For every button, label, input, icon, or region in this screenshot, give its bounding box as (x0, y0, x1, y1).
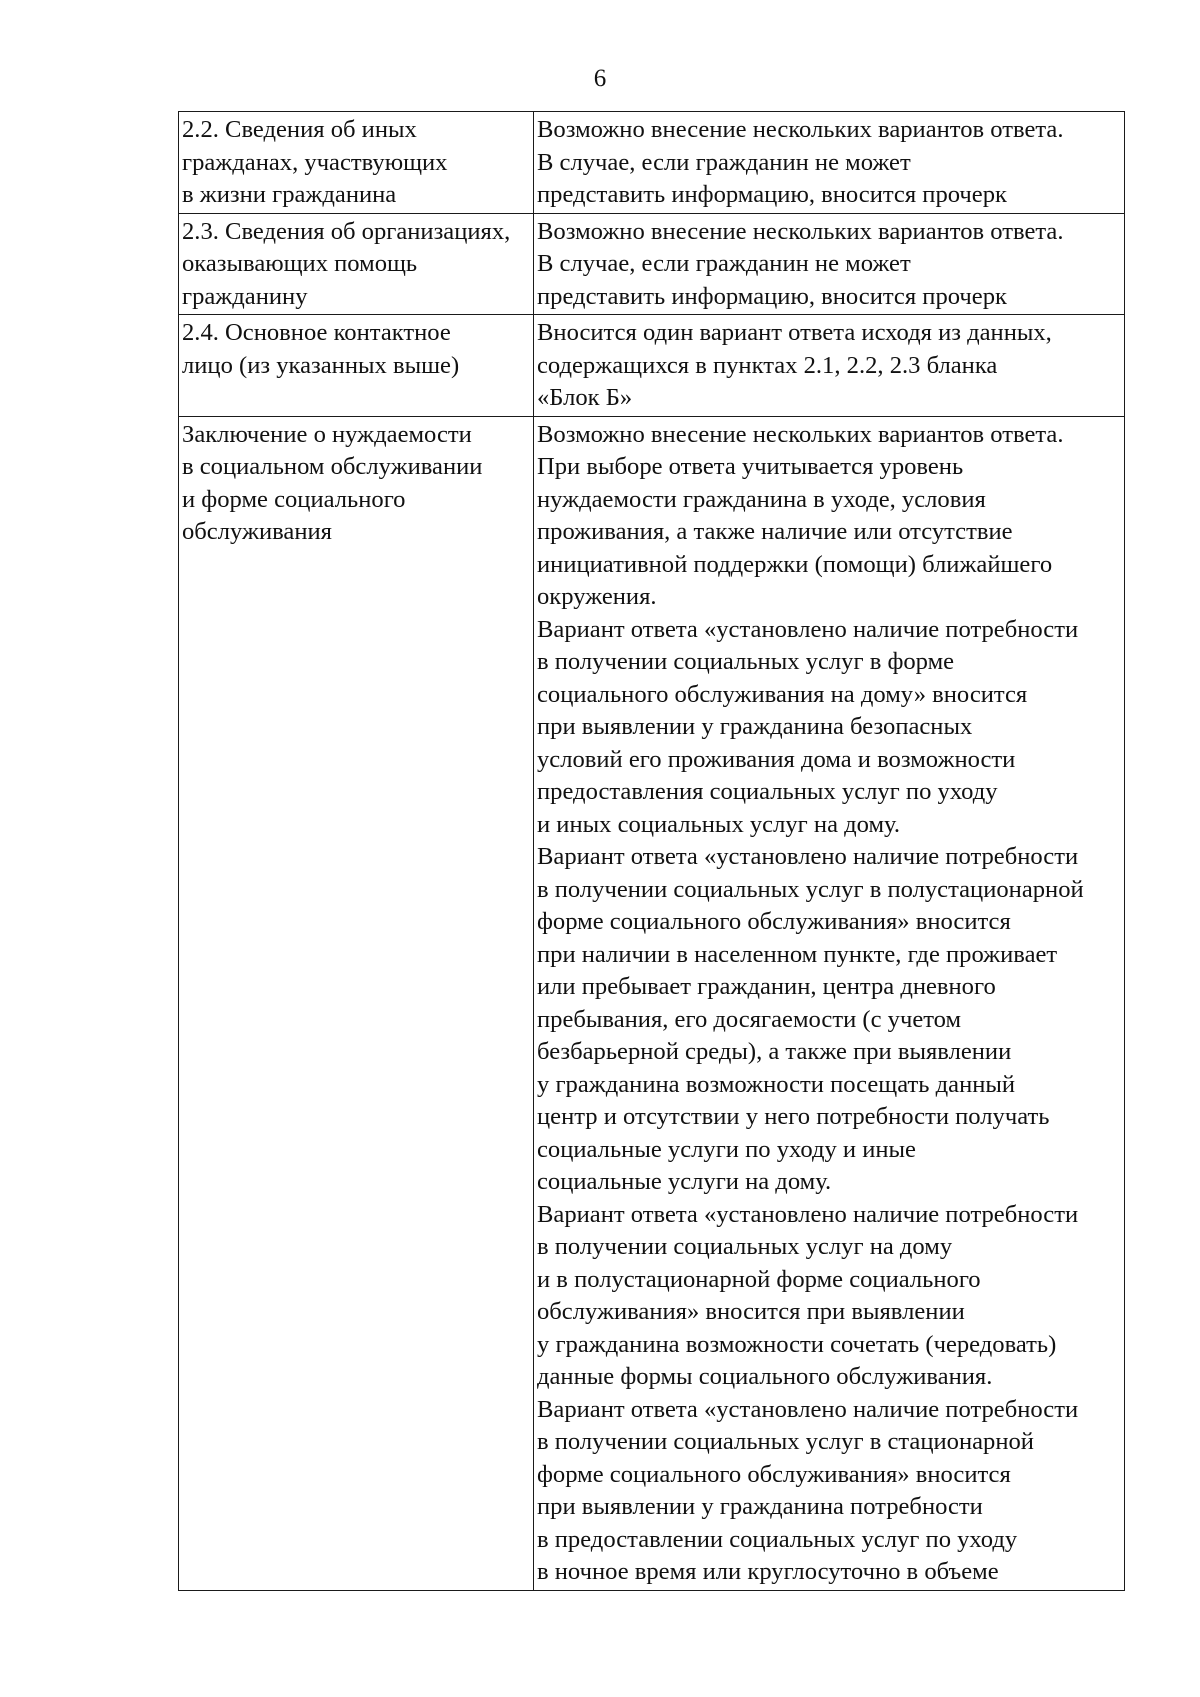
text-line: Возможно внесение нескольких вариантов ответа. (537, 420, 1064, 448)
text-line: Вносится один вариант ответа исходя из данных, (537, 319, 1052, 346)
text-line: «Блок Б» (537, 384, 633, 411)
item-instruction-cell (534, 112, 1125, 214)
text-line: нуждаемости гражданина в уходе, условия (537, 485, 986, 513)
text-line: окружения. (537, 583, 657, 610)
text-line: социальные услуги по уходу и иные (537, 1135, 916, 1163)
text-line: в социальном обслуживании (182, 453, 483, 480)
text-line: форме социального обслуживания» вносится (537, 908, 1011, 935)
text-line: Заключение о нуждаемости (182, 420, 472, 448)
page-number: 6 (593, 65, 607, 92)
item-instruction-cell (534, 416, 1125, 1590)
text-line: в получении социальных услуг в стационарной (537, 1428, 1034, 1455)
text-line: Возможно внесение нескольких вариантов ответа. (537, 217, 1064, 245)
text-line: при выявлении у гражданина потребности (537, 1493, 983, 1520)
item-name-cell (179, 315, 534, 417)
text-line: условий его проживания дома и возможности (537, 745, 1016, 773)
text-line: Вариант ответа «установлено наличие потребности (537, 843, 1079, 870)
text-line: и иных социальных услуг на дому. (537, 810, 901, 838)
text-line: предоставления социальных услуг по уходу (537, 778, 998, 805)
text-line: гражданах, участвующих (182, 148, 448, 176)
text-line: Возможно внесение нескольких вариантов ответа. (537, 116, 1064, 143)
text-line: гражданину (182, 282, 308, 310)
text-line: обслуживания (182, 518, 332, 545)
table-row (179, 416, 1125, 1590)
text-line: социальные услуги на дому. (537, 1168, 832, 1195)
text-line: При выборе ответа учитывается уровень (537, 453, 964, 480)
item-instruction-cell (534, 315, 1125, 417)
table-row (179, 213, 1125, 315)
text-line: в предоставлении социальных услуг по уходу (537, 1525, 1018, 1553)
item-name-cell (179, 112, 534, 214)
text-line: 2.4. Основное контактное (182, 319, 451, 346)
text-line: и форме социального (182, 485, 406, 513)
text-line: представить информацию, вносится прочерк (537, 282, 1007, 310)
text-line: при выявлении у гражданина безопасных (537, 713, 973, 740)
text-line: инициативной поддержки (помощи) ближайшего (537, 550, 1053, 578)
text-line: Вариант ответа «установлено наличие потребности (537, 1395, 1079, 1423)
text-line: или пребывает гражданин, центра дневного (537, 973, 996, 1000)
text-line: социального обслуживания на дому» вносится (537, 680, 1028, 708)
text-line: оказывающих помощь (182, 250, 418, 277)
text-line: у гражданина возможности сочетать (чередовать) (537, 1330, 1057, 1358)
text-line: данные формы социального обслуживания. (537, 1363, 993, 1390)
text-line: В случае, если гражданин не может (537, 148, 911, 176)
text-line: 2.2. Сведения об иных (182, 116, 417, 143)
table-row (179, 315, 1125, 417)
text-line: Вариант ответа «установлено наличие потребности (537, 1200, 1079, 1228)
item-name-cell (179, 213, 534, 315)
text-line: в получении социальных услуг в форме (537, 648, 955, 675)
text-line: форме социального обслуживания» вносится (537, 1460, 1011, 1488)
text-line: и в полустационарной форме социального (537, 1265, 981, 1293)
text-line: безбарьерной среды), а также при выявлении (537, 1038, 1012, 1065)
text-line: центр и отсутствии у него потребности получать (537, 1103, 1050, 1130)
text-line: в жизни гражданина (182, 181, 397, 208)
text-line: обслуживания» вносится при выявлении (537, 1298, 965, 1325)
text-line: В случае, если гражданин не может (537, 250, 911, 277)
text-line: в ночное время или круглосуточно в объеме (537, 1558, 999, 1585)
text-line: у гражданина возможности посещать данный (537, 1070, 1016, 1098)
item-name-cell (179, 416, 534, 1590)
text-line: проживания, а также наличие или отсутствие (537, 518, 1013, 545)
text-line: Вариант ответа «установлено наличие потребности (537, 615, 1079, 643)
text-line: 2.3. Сведения об организациях, (182, 217, 511, 245)
text-line: пребывания, его досягаемости (с учетом (537, 1005, 962, 1033)
table-row (179, 112, 1125, 214)
text-line: при наличии в населенном пункте, где проживает (537, 940, 1058, 968)
text-line: в получении социальных услуг на дому (537, 1233, 953, 1260)
text-line: в получении социальных услуг в полустационарной (537, 875, 1084, 903)
table-body (179, 112, 1125, 1591)
criteria-table (178, 111, 1125, 1591)
text-line: лицо (из указанных выше) (182, 351, 460, 379)
item-instruction-cell (534, 213, 1125, 315)
text-line: представить информацию, вносится прочерк (537, 181, 1007, 208)
text-line: содержащихся в пунктах 2.1, 2.2, 2.3 бланка (537, 351, 998, 379)
